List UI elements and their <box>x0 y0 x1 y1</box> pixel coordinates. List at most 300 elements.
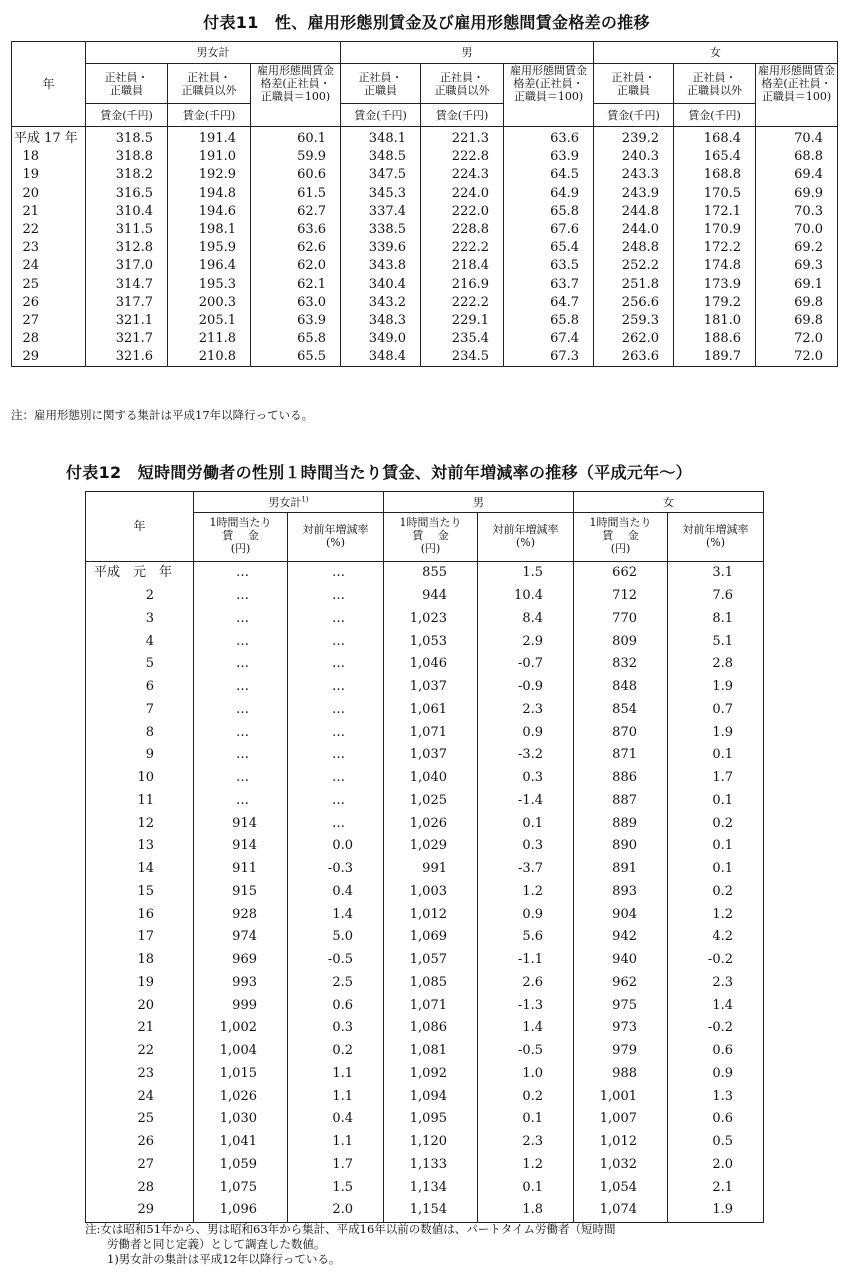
table-row <box>86 744 764 767</box>
year-cell: 14 <box>137 861 154 877</box>
unit-header: 賃金(千円) <box>594 104 674 127</box>
table12-note-line3: 1)男女計の集計は平成12年以降行っている。 <box>107 1252 341 1266</box>
group-total-footnote: 1) <box>301 494 309 503</box>
value-cell: 0.1 <box>478 1176 574 1199</box>
value-cell: 848 <box>574 676 668 699</box>
group-total-label: 男女計 <box>268 495 302 509</box>
value-cell: 1.5 <box>478 562 574 585</box>
value-cell: 1,004 <box>194 1040 288 1063</box>
year-cell: 12 <box>137 815 154 831</box>
value-cell: 979 <box>574 1040 668 1063</box>
table-row <box>86 630 764 653</box>
value-cell: 172.2 <box>674 239 756 257</box>
value-cell: 991 <box>384 858 478 881</box>
value-cell: 1,030 <box>194 1108 288 1131</box>
table-row <box>86 1017 764 1040</box>
value-cell: 63.5 <box>504 257 594 275</box>
value-cell: 0.2 <box>478 1085 574 1108</box>
value-cell: 318.8 <box>86 148 168 166</box>
year-cell: 28 <box>137 1179 154 1195</box>
value-cell: 198.1 <box>168 221 251 239</box>
value-cell: 891 <box>574 858 668 881</box>
value-cell: 7.6 <box>668 585 764 608</box>
value-cell: 893 <box>574 881 668 904</box>
value-cell: 1,032 <box>574 1154 668 1177</box>
value-cell: 855 <box>384 562 478 585</box>
value-cell: 2.5 <box>288 972 384 995</box>
value-cell: 64.5 <box>504 166 594 184</box>
value-cell: … <box>288 790 384 813</box>
year-cell: 29 <box>22 349 39 365</box>
table-row <box>86 835 764 858</box>
year-cell: 3 <box>145 610 154 626</box>
value-cell: 2.9 <box>478 630 574 653</box>
value-cell: -3.2 <box>478 744 574 767</box>
value-cell: 0.3 <box>478 835 574 858</box>
value-cell: 62.6 <box>251 239 341 257</box>
value-cell: … <box>288 744 384 767</box>
value-cell: … <box>194 790 288 813</box>
year-cell: 29 <box>137 1202 154 1218</box>
year-cell: 4 <box>145 633 154 649</box>
value-cell: 940 <box>574 949 668 972</box>
year-cell: 17 <box>137 929 154 945</box>
value-cell: 1,134 <box>384 1176 478 1199</box>
year-header: 年 <box>86 492 194 562</box>
col-regular-header: 正社員・ 正職員 <box>341 64 421 104</box>
col-change-header: 対前年増減率 (%) <box>288 513 384 562</box>
value-cell: … <box>194 585 288 608</box>
value-cell: 348.1 <box>341 127 421 149</box>
value-cell: 1,015 <box>194 1063 288 1086</box>
value-cell: … <box>194 721 288 744</box>
value-cell: … <box>194 630 288 653</box>
value-cell: 942 <box>574 926 668 949</box>
group-header-total: 男女計 <box>86 42 341 64</box>
table-row <box>86 1154 764 1177</box>
value-cell: 316.5 <box>86 185 168 203</box>
year-cell: 27 <box>22 312 39 328</box>
year-cell: 19 <box>137 974 154 990</box>
value-cell: 64.9 <box>504 185 594 203</box>
value-cell: -0.5 <box>478 1040 574 1063</box>
value-cell: … <box>288 585 384 608</box>
year-cell: 15 <box>137 883 154 899</box>
value-cell: 1,046 <box>384 653 478 676</box>
value-cell: … <box>194 744 288 767</box>
table-row <box>86 585 764 608</box>
value-cell: 222.0 <box>421 203 504 221</box>
value-cell: … <box>194 653 288 676</box>
value-cell: 0.1 <box>668 835 764 858</box>
value-cell: 239.2 <box>594 127 674 149</box>
value-cell: 0.6 <box>668 1108 764 1131</box>
value-cell: 2.3 <box>668 972 764 995</box>
table-row <box>12 330 838 348</box>
value-cell: 0.1 <box>668 858 764 881</box>
value-cell: 256.6 <box>594 294 674 312</box>
table12-note-line1: 注:女は昭和51年から、男は昭和63年から集計、平成16年以前の数値は、パートタイム労働者（短時間 <box>85 1222 616 1236</box>
value-cell: 1,069 <box>384 926 478 949</box>
value-cell: 0.7 <box>668 699 764 722</box>
value-cell: 321.6 <box>86 348 168 367</box>
year-cell: 24 <box>137 1088 154 1104</box>
value-cell: 63.9 <box>504 148 594 166</box>
year-cell: 21 <box>22 203 39 219</box>
year-cell: 13 <box>137 838 154 854</box>
value-cell: 10.4 <box>478 585 574 608</box>
value-cell: 347.5 <box>341 166 421 184</box>
value-cell: 216.9 <box>421 276 504 294</box>
value-cell: 1,002 <box>194 1017 288 1040</box>
unit-header-empty <box>251 104 341 127</box>
value-cell: 0.0 <box>288 835 384 858</box>
value-cell: 62.1 <box>251 276 341 294</box>
table-row <box>86 994 764 1017</box>
table-row <box>12 257 838 275</box>
col-nonregular-header: 正社員・ 正職員以外 <box>168 64 251 104</box>
value-cell: 993 <box>194 972 288 995</box>
col-wage-header: 1時間当たり 賃 金 (円) <box>194 513 288 562</box>
value-cell: 343.8 <box>341 257 421 275</box>
value-cell: 65.8 <box>504 203 594 221</box>
table11 <box>11 41 838 367</box>
table-row <box>86 790 764 813</box>
table-row <box>12 185 838 203</box>
value-cell: 318.5 <box>86 127 168 149</box>
value-cell: 1,026 <box>384 812 478 835</box>
value-cell: 911 <box>194 858 288 881</box>
group-header-male: 男 <box>341 42 594 64</box>
col-gap-header: 雇用形態間賃金 格差(正社員・ 正職員＝100) <box>504 64 594 104</box>
value-cell: … <box>288 812 384 835</box>
value-cell: 188.6 <box>674 330 756 348</box>
value-cell: 348.3 <box>341 312 421 330</box>
value-cell: -1.4 <box>478 790 574 813</box>
value-cell: 60.6 <box>251 166 341 184</box>
value-cell: 1,061 <box>384 699 478 722</box>
value-cell: 243.3 <box>594 166 674 184</box>
value-cell: 1.9 <box>668 1199 764 1222</box>
year-cell: 21 <box>137 1020 154 1036</box>
value-cell: 340.4 <box>341 276 421 294</box>
unit-header: 賃金(千円) <box>421 104 504 127</box>
table-row <box>86 949 764 972</box>
value-cell: 1,096 <box>194 1199 288 1222</box>
value-cell: 1,012 <box>384 903 478 926</box>
value-cell: 61.5 <box>251 185 341 203</box>
value-cell: 890 <box>574 835 668 858</box>
value-cell: -0.2 <box>668 949 764 972</box>
year-cell: 25 <box>137 1111 154 1127</box>
year-cell: 19 <box>22 167 39 183</box>
value-cell: 321.7 <box>86 330 168 348</box>
value-cell: 189.7 <box>674 348 756 367</box>
table-row <box>12 203 838 221</box>
value-cell: … <box>288 721 384 744</box>
value-cell: 343.2 <box>341 294 421 312</box>
value-cell: 969 <box>194 949 288 972</box>
value-cell: 62.0 <box>251 257 341 275</box>
value-cell: 1,007 <box>574 1108 668 1131</box>
value-cell: 168.4 <box>674 127 756 149</box>
value-cell: 244.0 <box>594 221 674 239</box>
value-cell: 70.0 <box>756 221 838 239</box>
table-row <box>86 1108 764 1131</box>
value-cell: 1,037 <box>384 744 478 767</box>
value-cell: 314.7 <box>86 276 168 294</box>
group-header-total <box>194 492 384 513</box>
table-row <box>86 699 764 722</box>
value-cell: 1.4 <box>668 994 764 1017</box>
table-row <box>86 653 764 676</box>
value-cell: 1,094 <box>384 1085 478 1108</box>
value-cell: 194.6 <box>168 203 251 221</box>
value-cell: 69.8 <box>756 312 838 330</box>
value-cell: 349.0 <box>341 330 421 348</box>
value-cell: 224.0 <box>421 185 504 203</box>
value-cell: 944 <box>384 585 478 608</box>
value-cell: 809 <box>574 630 668 653</box>
value-cell: … <box>288 767 384 790</box>
col-nonregular-header: 正社員・ 正職員以外 <box>674 64 756 104</box>
year-cell: 23 <box>137 1065 154 1081</box>
col-wage-header: 1時間当たり 賃 金 (円) <box>574 513 668 562</box>
value-cell: 2.8 <box>668 653 764 676</box>
value-cell: … <box>288 608 384 631</box>
value-cell: -3.7 <box>478 858 574 881</box>
value-cell: 205.1 <box>168 312 251 330</box>
value-cell: 312.8 <box>86 239 168 257</box>
table-row <box>86 1040 764 1063</box>
table-row <box>86 1131 764 1154</box>
value-cell: 889 <box>574 812 668 835</box>
value-cell: 70.3 <box>756 203 838 221</box>
table-row <box>12 166 838 184</box>
value-cell: 69.8 <box>756 294 838 312</box>
year-cell: 27 <box>137 1156 154 1172</box>
value-cell: 174.8 <box>674 257 756 275</box>
value-cell: 915 <box>194 881 288 904</box>
value-cell: 1.4 <box>288 903 384 926</box>
value-cell: … <box>194 767 288 790</box>
value-cell: 0.4 <box>288 881 384 904</box>
value-cell: 345.3 <box>341 185 421 203</box>
value-cell: … <box>194 699 288 722</box>
value-cell: 1.2 <box>478 1154 574 1177</box>
value-cell: 8.4 <box>478 608 574 631</box>
table-row <box>12 348 838 367</box>
value-cell: 1,037 <box>384 676 478 699</box>
year-cell: 8 <box>145 724 154 740</box>
value-cell: -0.5 <box>288 949 384 972</box>
value-cell: 63.6 <box>504 127 594 149</box>
value-cell: … <box>194 608 288 631</box>
value-cell: 194.8 <box>168 185 251 203</box>
value-cell: 1.3 <box>668 1085 764 1108</box>
value-cell: 1,154 <box>384 1199 478 1222</box>
value-cell: 222.2 <box>421 239 504 257</box>
table11-title: 付表11 性、雇用形態別賃金及び雇用形態間賃金格差の推移 <box>203 13 650 32</box>
value-cell: 975 <box>574 994 668 1017</box>
value-cell: 222.8 <box>421 148 504 166</box>
value-cell: 0.3 <box>478 767 574 790</box>
year-cell: 18 <box>22 149 39 165</box>
year-cell: 25 <box>22 276 39 292</box>
value-cell: 962 <box>574 972 668 995</box>
value-cell: … <box>288 562 384 585</box>
year-cell: 平成 元 年 <box>94 565 173 581</box>
value-cell: 712 <box>574 585 668 608</box>
value-cell: -1.1 <box>478 949 574 972</box>
value-cell: 243.9 <box>594 185 674 203</box>
value-cell: 1,053 <box>384 630 478 653</box>
value-cell: 1.4 <box>478 1017 574 1040</box>
table-row <box>86 767 764 790</box>
value-cell: 248.8 <box>594 239 674 257</box>
value-cell: 1,001 <box>574 1085 668 1108</box>
value-cell: 1,026 <box>194 1085 288 1108</box>
year-cell: 26 <box>22 294 39 310</box>
value-cell: 1.1 <box>288 1131 384 1154</box>
col-change-header: 対前年増減率 (%) <box>478 513 574 562</box>
value-cell: 2.3 <box>478 1131 574 1154</box>
value-cell: 1.7 <box>668 767 764 790</box>
value-cell: 65.8 <box>504 312 594 330</box>
value-cell: 2.3 <box>478 699 574 722</box>
col-regular-header: 正社員・ 正職員 <box>594 64 674 104</box>
value-cell: -0.9 <box>478 676 574 699</box>
col-change-header: 対前年増減率 (%) <box>668 513 764 562</box>
table-row <box>12 127 838 149</box>
value-cell: 244.8 <box>594 203 674 221</box>
year-cell: 11 <box>137 792 154 808</box>
value-cell: 69.1 <box>756 276 838 294</box>
value-cell: 973 <box>574 1017 668 1040</box>
value-cell: 63.7 <box>504 276 594 294</box>
value-cell: 310.4 <box>86 203 168 221</box>
value-cell: 221.3 <box>421 127 504 149</box>
value-cell: 63.9 <box>251 312 341 330</box>
value-cell: 0.6 <box>668 1040 764 1063</box>
year-cell: 20 <box>137 997 154 1013</box>
value-cell: 928 <box>194 903 288 926</box>
value-cell: 69.4 <box>756 166 838 184</box>
value-cell: 65.5 <box>251 348 341 367</box>
value-cell: 0.9 <box>478 903 574 926</box>
value-cell: 1,095 <box>384 1108 478 1131</box>
value-cell: 195.3 <box>168 276 251 294</box>
value-cell: 1,120 <box>384 1131 478 1154</box>
value-cell: -0.3 <box>288 858 384 881</box>
col-wage-header: 1時間当たり 賃 金 (円) <box>384 513 478 562</box>
value-cell: 1,041 <box>194 1131 288 1154</box>
value-cell: 211.8 <box>168 330 251 348</box>
value-cell: 1.1 <box>288 1063 384 1086</box>
value-cell: 0.1 <box>668 744 764 767</box>
value-cell: 229.1 <box>421 312 504 330</box>
value-cell: 318.2 <box>86 166 168 184</box>
unit-header: 賃金(千円) <box>674 104 756 127</box>
value-cell: 317.7 <box>86 294 168 312</box>
value-cell: 1,092 <box>384 1063 478 1086</box>
value-cell: 235.4 <box>421 330 504 348</box>
value-cell: 0.1 <box>478 812 574 835</box>
value-cell: 252.2 <box>594 257 674 275</box>
value-cell: 338.5 <box>341 221 421 239</box>
value-cell: 172.1 <box>674 203 756 221</box>
value-cell: 259.3 <box>594 312 674 330</box>
value-cell: 191.0 <box>168 148 251 166</box>
year-cell: 23 <box>22 240 39 256</box>
table-row <box>86 926 764 949</box>
table-row <box>86 608 764 631</box>
table-row <box>86 1085 764 1108</box>
value-cell: 1.8 <box>478 1199 574 1222</box>
value-cell: 3.1 <box>668 562 764 585</box>
value-cell: 1.5 <box>288 1176 384 1199</box>
value-cell: 63.6 <box>251 221 341 239</box>
table-row <box>86 858 764 881</box>
value-cell: 192.9 <box>168 166 251 184</box>
value-cell: 914 <box>194 812 288 835</box>
value-cell: 871 <box>574 744 668 767</box>
value-cell: 1,071 <box>384 721 478 744</box>
year-cell: 9 <box>145 747 154 763</box>
group-header-female: 女 <box>594 42 838 64</box>
year-cell: 5 <box>145 656 154 672</box>
value-cell: 999 <box>194 994 288 1017</box>
table-row <box>86 1176 764 1199</box>
value-cell: 165.4 <box>674 148 756 166</box>
table-row <box>86 812 764 835</box>
value-cell: 0.6 <box>288 994 384 1017</box>
value-cell: 0.4 <box>288 1108 384 1131</box>
value-cell: 63.0 <box>251 294 341 312</box>
year-cell: 7 <box>145 701 154 717</box>
table-row <box>12 312 838 330</box>
value-cell: 179.2 <box>674 294 756 312</box>
year-cell: 20 <box>22 185 39 201</box>
value-cell: 1.9 <box>668 721 764 744</box>
value-cell: 1.1 <box>288 1085 384 1108</box>
year-cell: 28 <box>22 331 39 347</box>
value-cell: 662 <box>574 562 668 585</box>
col-regular-header: 正社員・ 正職員 <box>86 64 168 104</box>
value-cell: 832 <box>574 653 668 676</box>
table-row <box>86 721 764 744</box>
value-cell: 195.9 <box>168 239 251 257</box>
value-cell: 337.4 <box>341 203 421 221</box>
year-cell: 22 <box>137 1043 154 1059</box>
year-cell: 18 <box>137 952 154 968</box>
value-cell: 228.8 <box>421 221 504 239</box>
year-header: 年 <box>12 42 86 127</box>
value-cell: 1,085 <box>384 972 478 995</box>
value-cell: 1,054 <box>574 1176 668 1199</box>
value-cell: 348.4 <box>341 348 421 367</box>
value-cell: 887 <box>574 790 668 813</box>
value-cell: 60.1 <box>251 127 341 149</box>
value-cell: 0.9 <box>478 721 574 744</box>
value-cell: 0.1 <box>668 790 764 813</box>
value-cell: 1.7 <box>288 1154 384 1177</box>
value-cell: 196.4 <box>168 257 251 275</box>
value-cell: … <box>194 562 288 585</box>
table-row <box>86 562 764 585</box>
value-cell: 1,075 <box>194 1176 288 1199</box>
value-cell: 67.6 <box>504 221 594 239</box>
